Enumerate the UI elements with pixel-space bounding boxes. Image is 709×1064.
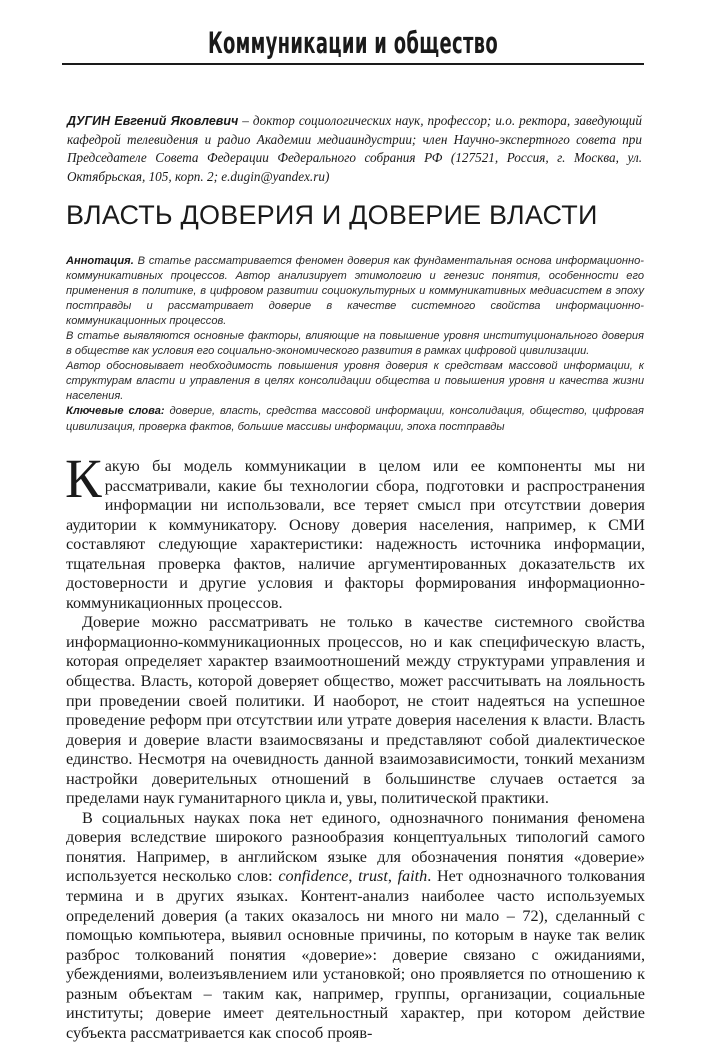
body-text: . Нет однозначного толкования термина и в других языках. Контент-анализ наиболее часто используемых определений доверия (а таких оказалось ни много ни мало – 72), сделанный с помощью компьютера, выявил основные причины, по которым в науке так велик разброс толкований понятия «доверие»: доверие связано с ожиданиями, убеждениями, волеизъявлением или установкой; оно проявляется по отношению к разным объектам – таким как, например, группы, организации, социальные институты; доверие имеет деятельностный характер, при котором действие субъекта рассматривается как способ прояв- — [66, 867, 646, 1042]
section-title: Коммуникации и общество — [207, 26, 499, 60]
abstract-paragraph — [66, 254, 644, 329]
keywords-text: доверие, власть, средства массовой информации, консолидация, общество, цифровая цивилизация, проверка фактов, большие массивы информации, эпоха постправды — [66, 405, 644, 433]
abstract-text: В статье рассматривается феномен доверия как фундаментальная основа информационно-коммуникативных процессов. Автор анализирует этимологию и генезис понятия, особенности его применения в политике, в цифровом развитии социокультурных и коммуникативных медиасистем в эпоху постправды и рассматривает доверие в качестве системного свойства информационно-коммуникационных процессов. — [66, 255, 644, 328]
keywords-label: Ключевые слова: — [66, 405, 165, 418]
body-paragraph — [65, 448, 645, 613]
body-text: В социальных науках пока нет единого, однозначного понимания феномена доверия вследствие широкого разнообразия концептуальных типологий самого понятия. Например, в английском языке для обозначения понятия «доверие» используется несколько слов: — [66, 808, 645, 886]
term-faith: faith — [397, 867, 428, 886]
author-name: ДУГИН Евгений Яковлевич — [67, 114, 239, 128]
keywords — [66, 404, 644, 434]
abstract-paragraph: Автор обосновывает необходимость повышения уровня доверия к средствам массовой информации, к структурам власти и управления в целях консолидации общества и повышения уровня и качества жизни населения. — [66, 360, 644, 403]
separator: , — [348, 867, 359, 886]
body-text: акую бы модель коммуникации в целом или ее компоненты мы ни рассматривали, какие бы технологии сбора, подготовки и распространения информации ни использовали, все теряет смысл при отсутствии доверия аудитории к коммуникатору. Основу доверия населения, например, к СМИ составляют следующие характеристики: надежность источника информации, тщательная проверка фактов, наличие аргументированных доказательств их достоверности и другие условия и факторы формирования информационно-коммуникационных процессов. — [66, 457, 645, 612]
drop-cap: К — [65, 448, 102, 509]
abstract — [66, 254, 644, 435]
body-paragraph — [66, 809, 645, 1044]
article-body — [65, 448, 646, 1043]
abstract-label: Аннотация. — [66, 255, 134, 267]
term-trust: trust — [358, 867, 388, 886]
header-rule — [62, 63, 644, 65]
author-bio: – доктор социологических наук, профессор; и.о. ректора, заведующий кафедрой телевидения и радио Академии медиаиндустрии; член Научно-экспертного совета при Председателе Совета Федерации Федерального собрания РФ (127521, Россия, г. Москва, ул. Октябрьская, 105, корп. 2; e.dugin@yandex.ru) — [67, 113, 642, 184]
abstract-paragraph: В статье выявляются основные факторы, влияющие на повышение уровня институционального доверия в обществе как условия его социально-экономического развития в рамках цифровой цивилизации. — [66, 330, 644, 358]
body-paragraph: Доверие можно рассматривать не только в качестве системного свойства информационно-коммуникационных процессов, но и как специфическую власть, которая определяет характер взаимоотношений между структурами управления и общества. Власть, которой доверяет общество, может рассчитывать на лояльность при проведении своей политики. И наоборот, не стоит надеяться на успешное проведение реформ при отсутствии или утрате доверия населения к власти. Власть доверия и доверие власти взаимосвязаны и представляют собой диалектическое единство. Несмотря на очевидность данной взаимозависимости, тонкий механизм настройки доверительных отношений в большинстве случаев остается за пределами наук гуманитарного цикла и, увы, политической практики. — [66, 613, 645, 808]
section-header — [62, 22, 644, 72]
separator: , — [387, 867, 398, 886]
term-confidence: confidence — [278, 867, 349, 886]
article-title: ВЛАСТЬ ДОВЕРИЯ И ДОВЕРИЕ ВЛАСТИ — [66, 200, 598, 230]
author-info — [67, 112, 642, 186]
